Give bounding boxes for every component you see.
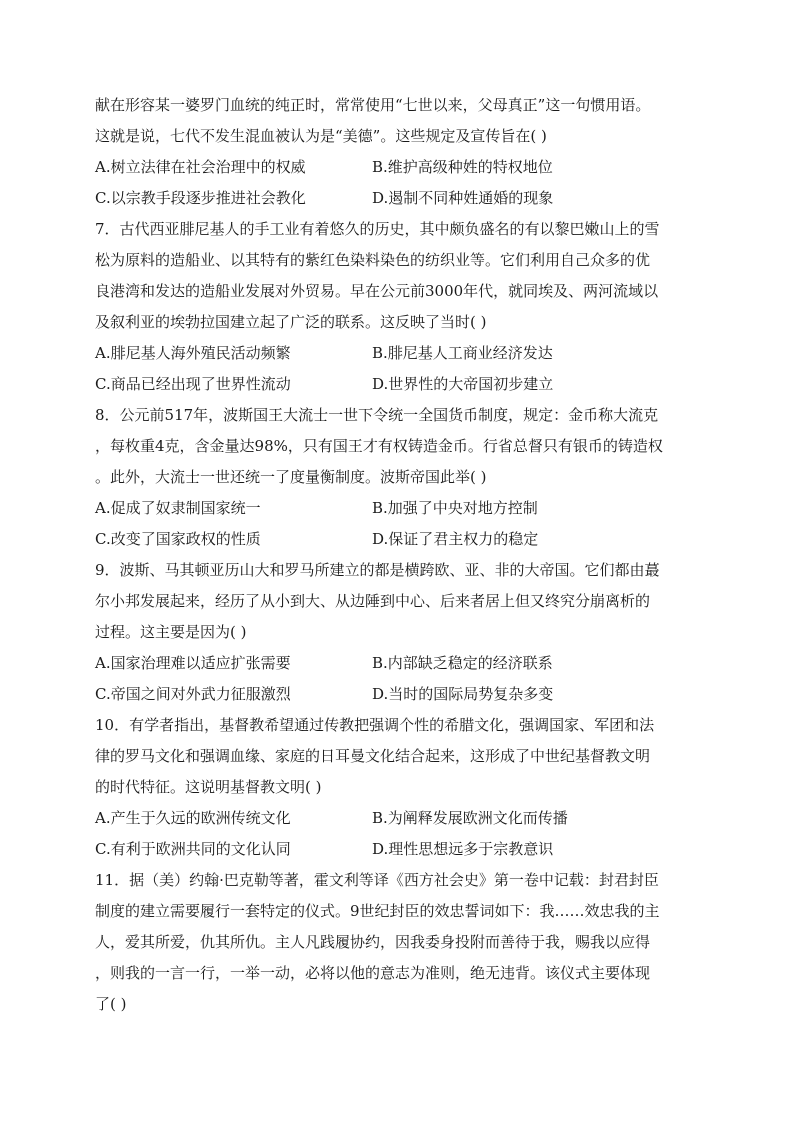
option-c: C.商品已经出现了世界性流动 (95, 375, 291, 393)
option-a: A.国家治理难以适应扩张需要 (95, 654, 291, 672)
question-stem-line: 。此外，大流士一世还统一了度量衡制度。波斯帝国此举( ) (95, 468, 487, 486)
question-stem-line: 了( ) (95, 995, 127, 1013)
question-stem-line: 良港湾和发达的造船业发展对外贸易。早在公元前3000年代，就同埃及、两河流域以 (95, 282, 659, 300)
question-stem-line: 的时代特征。这说明基督教文明( ) (95, 778, 322, 796)
question-stem-line: 这就是说，七代不发生混血被认为是“美德”。这些规定及宣传旨在( ) (95, 127, 547, 145)
options-row (95, 152, 710, 183)
option-a: A.产生于久远的欧洲传统文化 (95, 809, 291, 827)
option-d: D.遏制不同种姓通婚的现象 (372, 189, 554, 207)
question-stem-line: 人，爱其所爱，仇其所仇。主人凡践履协约，因我委身投附而善待于我，赐我以应得 (95, 933, 651, 951)
question-6-continuation (95, 90, 710, 214)
question-stem-line: ，则我的一言一行，一举一动，必将以他的意志为准则，绝无违背。该仪式主要体现 (95, 964, 651, 982)
question-stem-line: 8．公元前517年，波斯国王大流士一世下令统一全国货币制度，规定：金币称大流克 (95, 406, 659, 424)
option-d: D.当时的国际局势复杂多变 (372, 685, 554, 703)
option-b: B.腓尼基人工商业经济发达 (372, 344, 553, 362)
question-stem-line: 11．据（美）约翰·巴克勒等著，霍文利等译《西方社会史》第一卷中记载：封君封臣 (95, 871, 659, 889)
question-11 (95, 865, 710, 1020)
question-stem-line: ，每枚重4克，含金量达98%，只有国王才有权铸造金币。行省总督只有银币的铸造权 (95, 437, 663, 455)
option-a: A.树立法律在社会治理中的权威 (95, 158, 306, 176)
question-9 (95, 555, 710, 710)
option-a: A.促成了奴隶制国家统一 (95, 499, 261, 517)
question-stem-line: 9．波斯、马其顿亚历山大和罗马所建立的都是横跨欧、亚、非的大帝国。它们都由蕞 (95, 561, 660, 579)
question-stem-line: 过程。这主要是因为( ) (95, 623, 247, 641)
option-b: B.为阐释发展欧洲文化而传播 (372, 809, 568, 827)
question-7 (95, 214, 710, 400)
question-stem-line: 松为原料的造船业、以其特有的紫红色染料染色的纺织业等。它们利用自己众多的优 (95, 251, 651, 269)
options-row (95, 493, 710, 524)
question-content (95, 90, 710, 1020)
options-row (95, 834, 710, 865)
option-c: C.以宗教手段逐步推进社会教化 (95, 189, 306, 207)
options-row (95, 679, 710, 710)
question-stem-line: 尔小邦发展起来，经历了从小到大、从边陲到中心、后来者居上但又终究分崩离析的 (95, 592, 651, 610)
option-b: B.维护高级种姓的特权地位 (372, 158, 553, 176)
options-row (95, 803, 710, 834)
options-row (95, 648, 710, 679)
options-row (95, 369, 710, 400)
question-10 (95, 710, 710, 865)
option-d: D.理性思想远多于宗教意识 (372, 840, 554, 858)
options-row (95, 183, 710, 214)
options-row (95, 524, 710, 555)
option-b: B.加强了中央对地方控制 (372, 499, 538, 517)
question-stem-line: 及叙利亚的埃勃拉国建立起了广泛的联系。这反映了当时( ) (95, 313, 487, 331)
question-stem-line: 7．古代西亚腓尼基人的手工业有着悠久的历史，其中颇负盛名的有以黎巴嫩山上的雪 (95, 220, 660, 238)
option-d: D.世界性的大帝国初步建立 (372, 375, 554, 393)
option-a: A.腓尼基人海外殖民活动频繁 (95, 344, 291, 362)
options-row (95, 338, 710, 369)
question-stem-line: 律的罗马文化和强调血缘、家庭的日耳曼文化结合起来，这形成了中世纪基督教文明 (95, 747, 651, 765)
option-c: C.改变了国家政权的性质 (95, 530, 261, 548)
option-d: D.保证了君主权力的稳定 (372, 530, 539, 548)
question-8 (95, 400, 710, 555)
question-stem-line: 制度的建立需要履行一套特定的仪式。9世纪封臣的效忠誓词如下：我……效忠我的主 (95, 902, 660, 920)
option-c: C.有利于欧洲共同的文化认同 (95, 840, 291, 858)
question-stem-line: 献在形容某一婆罗门血统的纯正时，常常使用“七世以来，父母真正”这一句惯用语。 (95, 96, 651, 114)
option-b: B.内部缺乏稳定的经济联系 (372, 654, 553, 672)
option-c: C.帝国之间对外武力征服激烈 (95, 685, 291, 703)
question-stem-line: 10．有学者指出，基督教希望通过传教把强调个性的希腊文化，强调国家、军团和法 (95, 716, 655, 734)
